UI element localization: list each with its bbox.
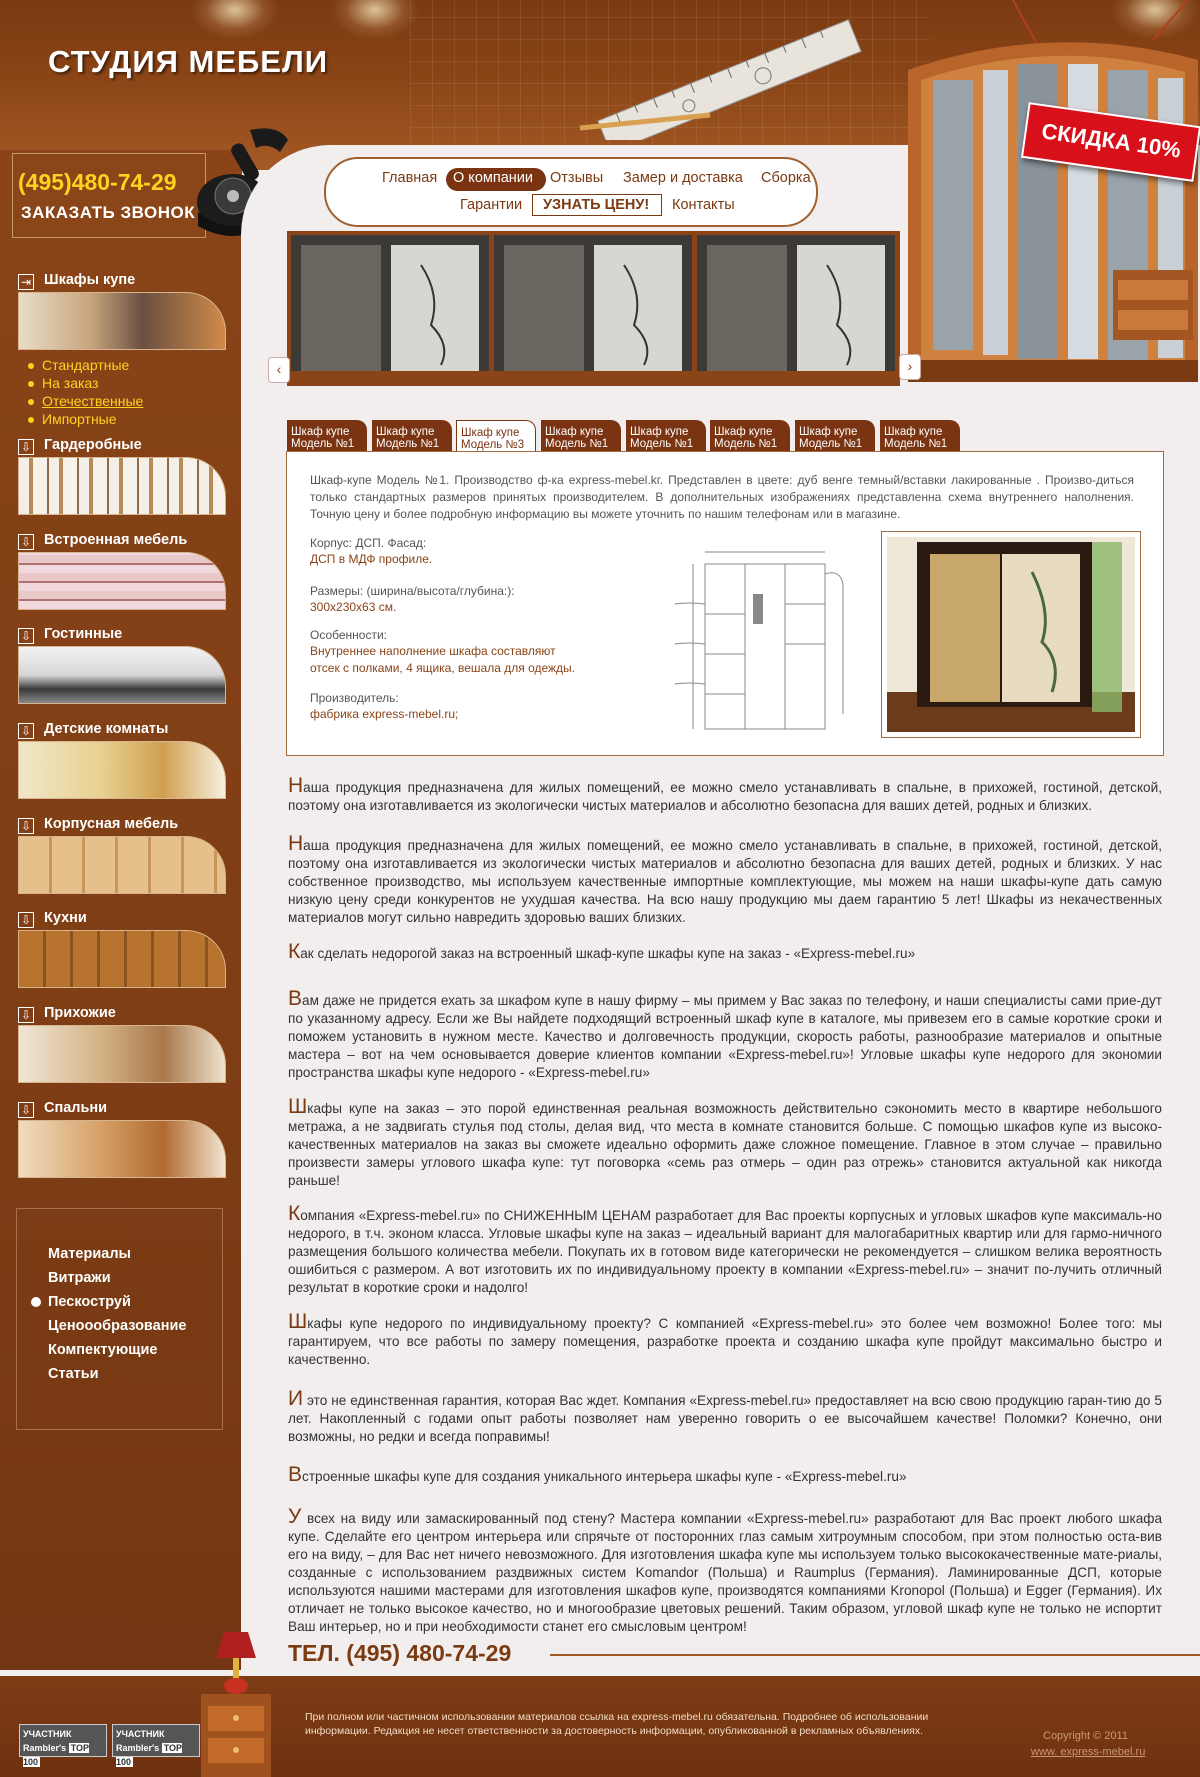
nav-guarantee[interactable]: Гарантии — [460, 197, 523, 213]
nav-reviews[interactable]: Отзывы — [550, 170, 604, 186]
tab-model[interactable]: Шкаф купе Модель №1 — [541, 420, 621, 452]
site-logo[interactable]: СТУДИЯ МЕБЕЛИ — [48, 44, 329, 79]
category-image[interactable] — [18, 457, 226, 515]
category-korpusnaya-mebel[interactable]: ⇩ Корпусная мебель — [18, 816, 228, 912]
subcategory-item[interactable]: Отечественные — [28, 393, 208, 411]
nav-get-price[interactable]: УЗНАТЬ ЦЕНУ! — [543, 197, 650, 213]
sale-badge[interactable]: СКИДКА 10% — [1021, 102, 1200, 182]
arrow-down-icon: ⇩ — [18, 628, 34, 644]
wardrobe-illustration — [903, 0, 1200, 384]
tab-model[interactable]: Шкаф купе Модель №1 — [626, 420, 706, 452]
main-navigation — [324, 157, 818, 227]
category-garderobnye[interactable]: ⇩ Гардеробные — [18, 437, 228, 533]
subcategory-item[interactable]: Стандартные — [28, 357, 208, 375]
article-heading: Как сделать недорогой заказ на встроенный шкаф-купе шкафы купе на заказ - «Express-mebel.ru» — [288, 940, 916, 963]
tab-model[interactable]: Шкаф купе Модель №1 — [795, 420, 875, 452]
link-stati[interactable]: Статьи — [48, 1366, 99, 1382]
category-image[interactable] — [18, 930, 226, 988]
category-image[interactable] — [18, 741, 226, 799]
link-komplektuyushchie[interactable]: Компектующие — [48, 1342, 158, 1358]
wardrobe-schema-drawing[interactable] — [665, 544, 850, 744]
nav-assembly[interactable]: Сборка — [761, 170, 811, 186]
arrow-down-icon: ⇩ — [18, 534, 34, 550]
arrow-down-icon: ⇩ — [18, 723, 34, 739]
spec-size-value: 300х230х63 см. — [310, 600, 397, 614]
tab-model[interactable]: Шкаф купе Модель №1 — [880, 420, 960, 452]
footer-divider — [550, 1654, 1200, 1656]
nav-contacts[interactable]: Контакты — [672, 197, 735, 213]
category-image[interactable] — [18, 836, 226, 894]
subcategory-item[interactable]: На заказ — [28, 375, 208, 393]
tab-model[interactable]: Шкаф купе Модель №1 — [710, 420, 790, 452]
spec-maker-value: фабрика express-mebel.ru; — [310, 707, 459, 721]
spec-body-label: Корпус: ДСП. Фасад: — [310, 536, 427, 550]
arrow-down-icon: ⇩ — [18, 1007, 34, 1023]
rambler-top100-counter[interactable]: УЧАСТНИК Rambler's TOP 100 — [19, 1724, 107, 1757]
spec-body-value: ДСП в МДФ профиле. — [310, 552, 433, 566]
article-paragraph: У всех на виду или замаскированный под стену? Мастера компании «Express-mebel.ru» разработают для Вас проект любого шкафа купе. Сделайте его центром интерьера или спрячьте от посторонних глаз самым хитроумным способом, при этом полностью оста-вив его на виду, – для Вас нет ничего невозможного. Для изготовления шкафа купе мы используем только высококачественные мате-риалы, созданные с использованием раздвижных систем Komandor (Польша) и Raumplus (Германия). Ламинированные ДСП, которые используются нашими мастерами для изготовления шкафов купе, производятся компаниями Kronopol (Польша) и Egger (Германия). Их отличает не только высокое качество, но и многообразие цветовых решений. Таким образом, угловой шкаф купе не только не испортит Ваш интерьер, но и при необходимости станет его смысловым центром! — [288, 1505, 1162, 1634]
category-image[interactable] — [18, 1025, 226, 1083]
footer-notice: При полном или частичном использовании материалов ссылка на express-mebel.ru обязательна. Подробнее об использовании информации. Редакция не несет ответственности за достоверность информации, опубликованной в рекламных объявлениях. — [305, 1711, 929, 1737]
category-image[interactable] — [18, 646, 226, 704]
tab-model-active[interactable]: Шкаф купе Модель №3 — [456, 420, 536, 454]
product-photo[interactable] — [881, 531, 1141, 738]
subcategory-item[interactable]: Импортные — [28, 411, 208, 429]
article-paragraph: Шкафы купе на заказ – это порой единственная реальная возможность действительно сэкономить место в квартире небольшого метража, а не задвигать стулья под столы, делая вид, что места в комнате становится больше. С помощью шкафов купе из высоко-качественных материалов на заказ вы сможете идеально оформить даже сложное помещение. Главное в этом случае – правильно произвести замеры углового шкафа купе: тут поговорка «семь раз отмерь – один раз отрежь» становится актуальной как никогда раньше! — [288, 1095, 1162, 1188]
category-shkafy-kupe[interactable]: ⇥ Шкафы купе — [18, 272, 228, 368]
category-spalni[interactable]: ⇩ Спальни — [18, 1100, 228, 1196]
subcategory-list — [28, 357, 208, 429]
arrow-down-icon: ⇩ — [18, 818, 34, 834]
footer-phone: ТЕЛ. (495) 480-74-29 — [288, 1640, 512, 1666]
tab-model[interactable]: Шкаф купе Модель №1 — [372, 420, 452, 452]
article-paragraph: Наша продукция предназначена для жилых помещений, ее можно смело устанавливать в спальне, в прихожей, гостиной, детской, поэтому она изготавливается из экологически чистых материалов и абсолютно безопасна для ваших детей, родных и близких. У нас собственное производство, мы используем качественные импортные комплектующие, мы можем на наши шкафы-купе дать самую низкую цену среди конкурентов не ухудшая качества. На всю нашу продукцию мы даем гарантию 5 лет! Шкафы из некачественных материалов могут сильно навредить здоровью ваших близких. — [288, 832, 1162, 925]
article-paragraph: Компания «Express-mebel.ru» по СНИЖЕННЫМ ЦЕНАМ разработает для Вас проекты корпусных и угловых шкафов купе максималь-но недорого, в т.ч. эконом класса. Угловые шкафы купе на заказ – идеальный вариант для малогабаритных квартир или для гармо-ничного размещения большого количества мебели. Покупать их в готовом виде категорически не рекомендуется – слишком велика вероятность ошибиться с размером. А вот изготовить их по индивидуальному проекту в компании «Express-mebel.ru» – значит по-лучить отличный результат в короткие сроки и надолго! — [288, 1202, 1162, 1295]
arrow-right-icon: ⇥ — [18, 274, 34, 290]
category-prihozhie[interactable]: ⇩ Прихожие — [18, 1005, 228, 1101]
arrow-down-icon: ⇩ — [18, 439, 34, 455]
spec-features-value: отсек с полками, 4 ящика, вешала для одежды. — [310, 661, 576, 675]
article-heading: Встроенные шкафы купе для создания уникального интерьера шкафы купе - «Express-mebel.ru» — [288, 1463, 907, 1486]
gallery-thumbnail[interactable] — [494, 235, 692, 381]
image-gallery — [287, 231, 900, 386]
arrow-down-icon: ⇩ — [18, 912, 34, 928]
gallery-next-arrow-icon[interactable]: › — [899, 354, 921, 380]
lamp-nightstand-illustration — [196, 1628, 276, 1777]
link-materialy[interactable]: Материалы — [48, 1246, 131, 1262]
nav-measure-delivery[interactable]: Замер и доставка — [623, 170, 743, 186]
spec-features-value: Внутреннее наполнение шкафа составляют — [310, 644, 556, 658]
link-peskostruy[interactable]: Пескоструй — [48, 1294, 131, 1310]
order-call-button[interactable]: ЗАКАЗАТЬ ЗВОНОК — [21, 203, 196, 222]
spec-size-label: Размеры: (ширина/высота/глубина:): — [310, 584, 515, 598]
article-paragraph: Шкафы купе недорого по индивидуальному проекту? С компанией «Express-mebel.ru» это более чем возможно! Более того: мы гарантируем, что все работы по замеру помещения, разработке проекта и созданию шкафа купе пройдут максимально быстро и качественно. — [288, 1310, 1162, 1367]
link-vitrazhi[interactable]: Витражи — [48, 1270, 111, 1286]
spec-features-label: Особенности: — [310, 628, 388, 642]
category-detskie-komnaty[interactable]: ⇩ Детские комнаты — [18, 721, 228, 817]
article-paragraph: И это не единственная гарантия, которая Вас ждет. Компания «Express-mebel.ru» предоставляет на всю свою продукцию гаран-тию до 5 лет. Накопленный с годами опыт работы позволяет нам уверенно говорить о ее высочайшем качестве! Поломки? Конечно, они возможны, но редки и всегда поправимы! — [288, 1387, 1162, 1444]
category-kuhni[interactable]: ⇩ Кухни — [18, 910, 228, 1006]
gallery-thumbnail[interactable] — [697, 235, 895, 381]
category-image[interactable] — [18, 292, 226, 350]
article-paragraph: Вам даже не придется ехать за шкафом купе в нашу фирму – мы примем у Вас заказ по телефону, и наши специалисты сами прие-дут по указанному адресу. Если же Вы найдете подходящий встроенный шкаф купе в каталоге, мы привезем его в самые короткие сроки и поможем установить в нужном месте. Качество и долговечность продукции, скорость работы, разнообразие материалов и опытные мастера – вот на чем основывается доверие клиентов компании «Express-mebel.ru»! Угловые шкафы купе недорого для экономии пространства шкафы купе недорого - «Express-mebel.ru» — [288, 987, 1162, 1080]
tab-model[interactable]: Шкаф купе Модель №1 — [287, 420, 367, 452]
rambler-top100-counter[interactable]: УЧАСТНИК Rambler's TOP 100 — [112, 1724, 200, 1757]
category-vstroennaya-mebel[interactable]: ⇩ Встроенная мебель — [18, 532, 228, 628]
gallery-prev-arrow-icon[interactable]: ‹ — [268, 357, 290, 383]
nav-about[interactable]: О компании — [453, 170, 533, 186]
category-image[interactable] — [18, 1120, 226, 1178]
gallery-thumbnail[interactable] — [291, 235, 489, 381]
category-image[interactable] — [18, 552, 226, 610]
spec-maker-label: Производитель: — [310, 691, 399, 705]
nav-home[interactable]: Главная — [382, 170, 438, 186]
arrow-down-icon: ⇩ — [18, 1102, 34, 1118]
active-bullet — [31, 1297, 41, 1307]
article-paragraph: Наша продукция предназначена для жилых помещений, ее можно смело устанавливать в спальне, в прихожей, гостиной, детской, поэтому она изготавливается из экологически чистых материалов и абсолютно безопасна для ваших детей, родных и близких. — [288, 774, 1162, 813]
phone-number: (495)480-74-29 — [18, 169, 177, 195]
footer-site-link[interactable]: www. express-mebel.ru — [1031, 1746, 1146, 1758]
link-cenoobrazovanie[interactable]: Ценоообразование — [48, 1318, 187, 1334]
ruler-pencil-illustration — [560, 10, 890, 140]
category-gostinnye[interactable]: ⇩ Гостинные — [18, 626, 228, 722]
copyright: Copyright © 2011 — [1043, 1730, 1128, 1742]
product-description: Шкаф-купе Модель №1. Производство ф-ка express-mebel.kг. Представлен в цвете: дуб венге темный/вставки лакированные . Произво-диться только стандартных размеров принятых производителем. В дополнительных изображениях представленна схема внутреннего наполнения. Точную цену и более подробную информацию вы можете уточнить по нашим телефонам или в магазине. — [310, 473, 1134, 521]
